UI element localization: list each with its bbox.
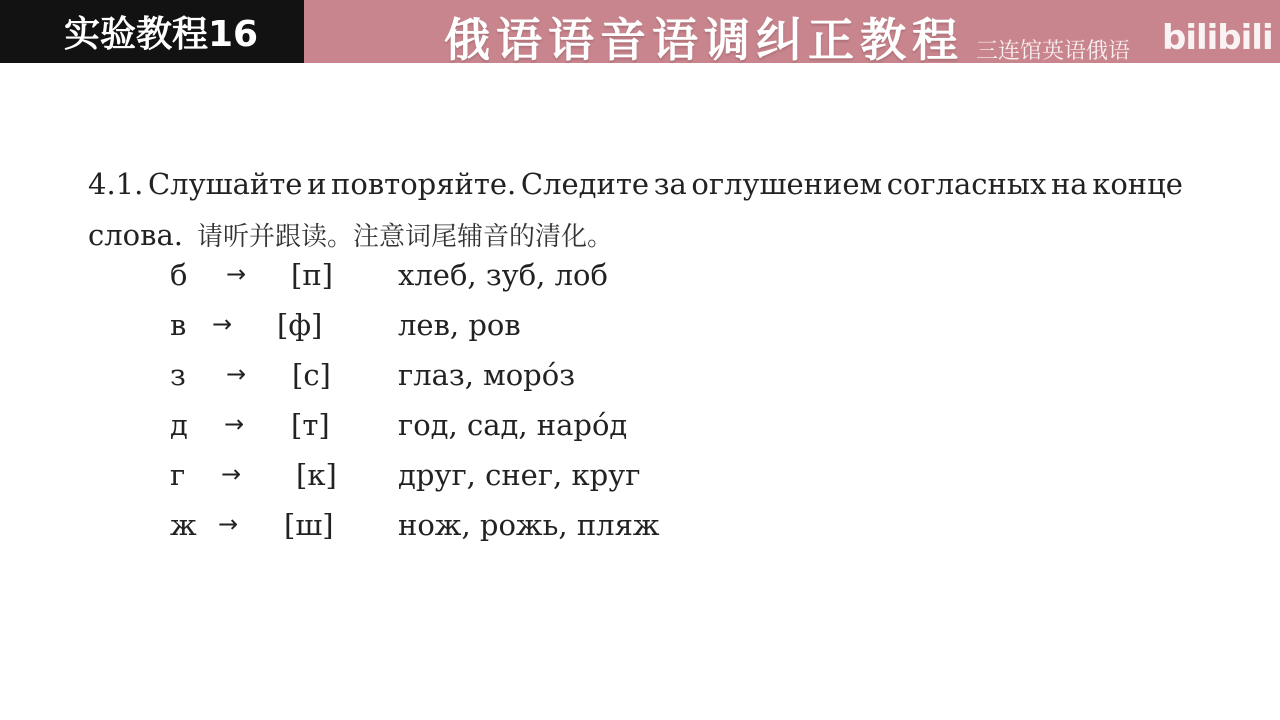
arrow-icon: → [218,510,239,538]
voiced-letter: г [170,458,186,492]
heading-word: Следите [520,167,650,201]
lesson-badge [0,0,304,63]
heading-end: слова. [88,218,183,252]
heading-word: 4.1. [88,167,144,201]
heading-word: согласных [886,167,1047,201]
chinese-instruction: 请听并跟读。注意词尾辅音的清化。 [196,222,613,252]
voiced-letter: б [170,258,188,292]
example-words: глаз, моро́з [398,358,576,392]
heading-word: оглушением [691,167,883,201]
example-words: лев, ров [398,308,521,342]
example-words: хлеб, зуб, лоб [398,258,608,292]
arrow-icon: → [226,360,247,388]
devoiced-sound: [ш] [284,508,334,542]
arrow-icon: → [221,460,242,488]
voiced-letter: ж [170,508,197,542]
top-banner [0,0,1280,67]
voiced-letter: з [170,358,186,392]
devoiced-sound: [т] [291,408,330,442]
example-words: год, сад, наро́д [398,408,628,442]
voiced-letter: в [170,308,187,342]
heading-line-2 [88,208,1183,264]
heading-line-1 [88,160,1183,208]
voiced-letter: д [170,408,188,442]
devoiced-sound: [п] [291,258,333,292]
title-band [304,0,1280,67]
devoiced-sound: [ф] [277,308,323,342]
arrow-icon: → [212,310,233,338]
devoiced-sound: [с] [292,358,331,392]
heading-word: повторяйте. [331,167,517,201]
exercise-heading [88,160,1183,264]
arrow-icon: → [226,260,247,288]
devoiced-sound: [к] [296,458,337,492]
channel-watermark: 三连馆英语俄语 [976,39,1131,64]
bilibili-logo: bilibili [1162,18,1273,58]
example-words: друг, снег, круг [398,458,641,492]
heading-word: на [1050,167,1088,201]
heading-word: Слушайте [147,167,303,201]
lesson-label: 实验教程16 [64,14,259,55]
heading-word: конце [1092,167,1183,201]
course-title: 俄语语音语调纠正教程 [444,13,964,67]
example-words: нож, рожь, пляж [398,508,660,542]
heading-word: и [307,167,327,201]
arrow-icon: → [224,410,245,438]
heading-word: за [653,167,687,201]
